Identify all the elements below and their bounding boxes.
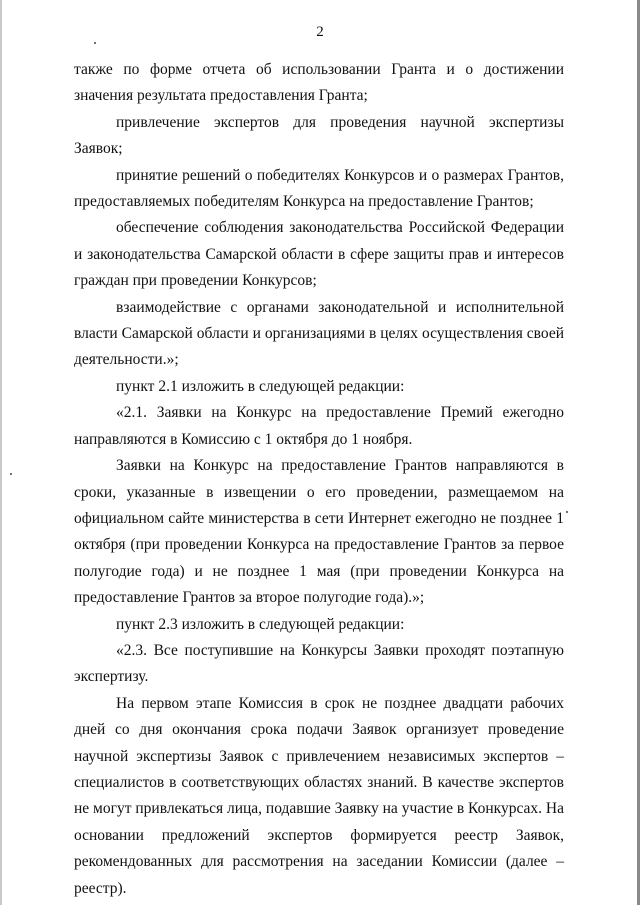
paragraph-8: Заявки на Конкурс на предоставление Грантов направляются в сроки, указанные в извещении о его проведении, размещаемом на официальном сайте министерства в сети Интернет ежегодно не позднее 1 октября (при проведении Конкурса на предоставление Грантов за первое полугодие года) и не позднее 1 мая (при проведении Конкурса на предоставление Грантов за второе полугодие года).»;: [74, 457, 564, 607]
document-body: [74, 57, 564, 902]
scan-speck: [566, 511, 568, 513]
scan-speck: [94, 42, 96, 44]
paragraph-4: обеспечение соблюдения законодательства Российской Федерации и законодательства Самарской области в сфере защиты прав и интересов граждан при проведении Конкурсов;: [74, 219, 564, 290]
paragraph-9: пункт 2.3 изложить в следующей редакции:: [116, 615, 405, 633]
paragraph-5: взаимодействие с органами законодательной и исполнительной власти Самарской области и организациями в целях осуществления своей деятельности.»;: [74, 298, 564, 369]
paragraph-6: пункт 2.1 изложить в следующей редакции:: [116, 377, 405, 395]
paragraph-7: «2.1. Заявки на Конкурс на предоставление Премий ежегодно направляются в Комиссию с 1 октября до 1 ноября.: [74, 404, 564, 448]
scan-speck: [10, 473, 12, 475]
paragraph-1: также по форме отчета об использовании Гранта и о достижении значения результата предоставления Гранта;: [74, 61, 564, 105]
page-number: 2: [316, 24, 324, 40]
paragraph-10: «2.3. Все поступившие на Конкурсы Заявки проходят поэтапную экспертизу.: [74, 641, 564, 686]
scan-edge-left: [0, 0, 2, 905]
paragraph-2: привлечение экспертов для проведения научной экспертизы Заявок;: [74, 113, 564, 158]
paragraph-3: принятие решений о победителях Конкурсов и о размерах Грантов, предоставляемых победителям Конкурса на предоставление Грантов;: [74, 166, 564, 211]
paragraph-11: На первом этапе Комиссия в срок не позднее двадцати рабочих дней со дня окончания срока подачи Заявок организует проведение научной экспертизы Заявок с привлечением независимых экспертов – специалистов в соответствующих областях знаний. В качестве экспертов не могут привлекаться лица, подавшие Заявку на участие в Конкурсах. На основании предложений экспертов формируется реестр Заявок, рекомендованных для рассмотрения на заседании Комиссии (далее – реестр).: [74, 694, 564, 897]
